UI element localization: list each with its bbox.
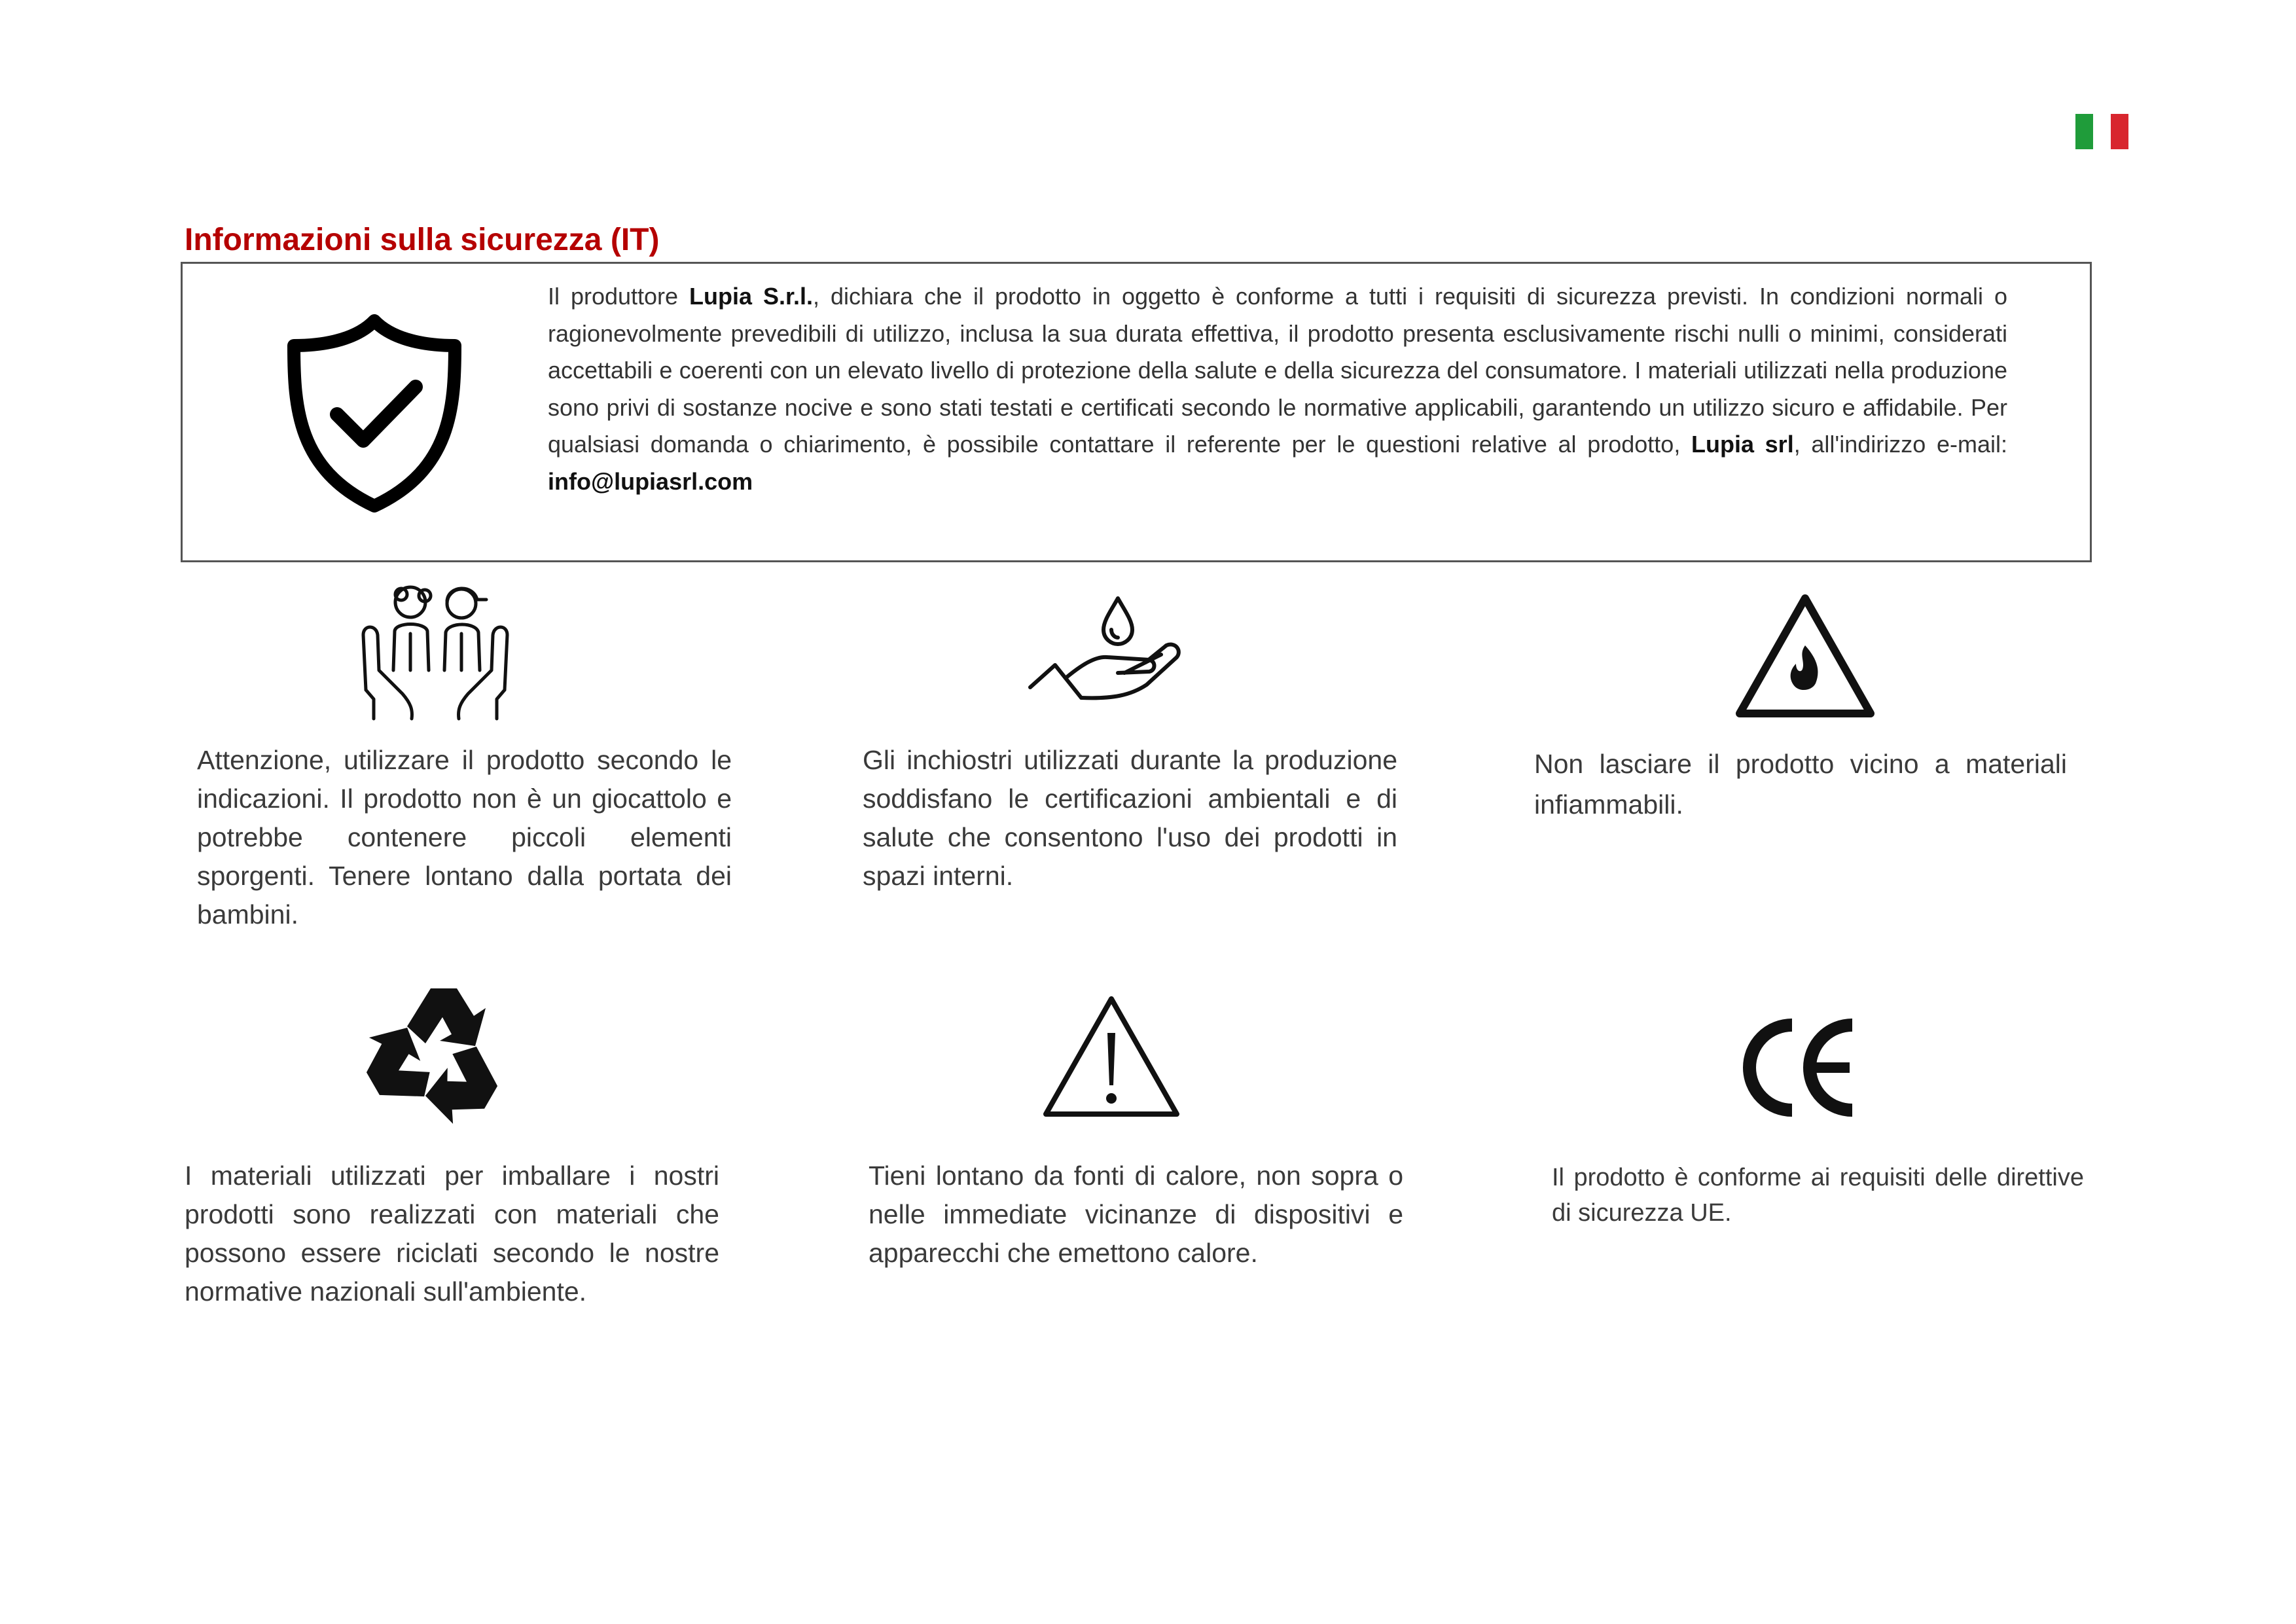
pictogram-text: I materiali utilizzati per imballare i nostri prodotti sono realizzati con materiali che possono essere riciclati secondo le nostre normative nazionali sull'ambiente. [185,1161,719,1307]
pictogram-text: Il prodotto è conforme ai requisiti delle direttive di sicurezza UE. [1552,1164,2084,1227]
page-title: Informazioni sulla sicurezza (IT) [185,223,660,257]
contact-name: Lupia srl [1691,431,1794,458]
pictogram-text: Tieni lontano da fonti di calore, non sopra o nelle immediate vicinanze di dispositivi e apparecchi che emettono calore. [869,1161,1403,1268]
pictogram-text: Attenzione, utilizzare il prodotto secondo le indicazioni. Il prodotto non è un giocattolo e potrebbe contenere piccoli elementi sporgenti. Tenere lontano dalla portata dei bambini. [197,745,732,929]
contact-email[interactable]: info@lupiasrl.com [548,467,753,495]
company-name: Lupia S.r.l. [689,283,814,310]
pictogram-text: Gli inchiostri utilizzati durante la produzione soddisfano le certificazioni ambientali e di salute che consentono l'uso dei prodotti in spazi interni. [863,745,1397,891]
safety-declaration: Il produttore Lupia S.r.l., dichiara che il prodotto in oggetto è conforme a tutti i requisiti di sicurezza previsti. In condizioni normali o ragionevolmente prevedibili di utilizzo, inclusa la sua durata effettiva, il prodotto presenta esclusivamente rischi nulli o minimi, considerati accettabili e coerenti con un elevato livello di protezione della salute e della sicurezza del consumatore. I materiali utilizzati nella produzione sono privi di sostanze nocive e sono stati testati e certificati secondo le normative applicabili, garantendo un utilizzo sicuro e affidabile. Per qualsiasi domanda o chiarimento, è possibile contattare il referente per le questioni relative al prodotto, Lupia srl, all'indirizzo e-mail: info@lupiasrl.com [548,283,2008,495]
ce-mark-icon [1741,1019,1860,1117]
italian-flag-icon [2075,114,2128,149]
recycle-icon [360,982,512,1131]
warning-exclamation-icon [1039,991,1183,1121]
safety-info-box [181,262,2092,562]
water-drop-hand-icon [1026,592,1190,711]
children-hands-icon [357,579,514,724]
pictogram-text: Non lasciare il prodotto vicino a materiali infiammabili. [1534,749,2067,820]
flammable-warning-icon [1733,592,1877,719]
shield-check-icon [286,313,463,516]
